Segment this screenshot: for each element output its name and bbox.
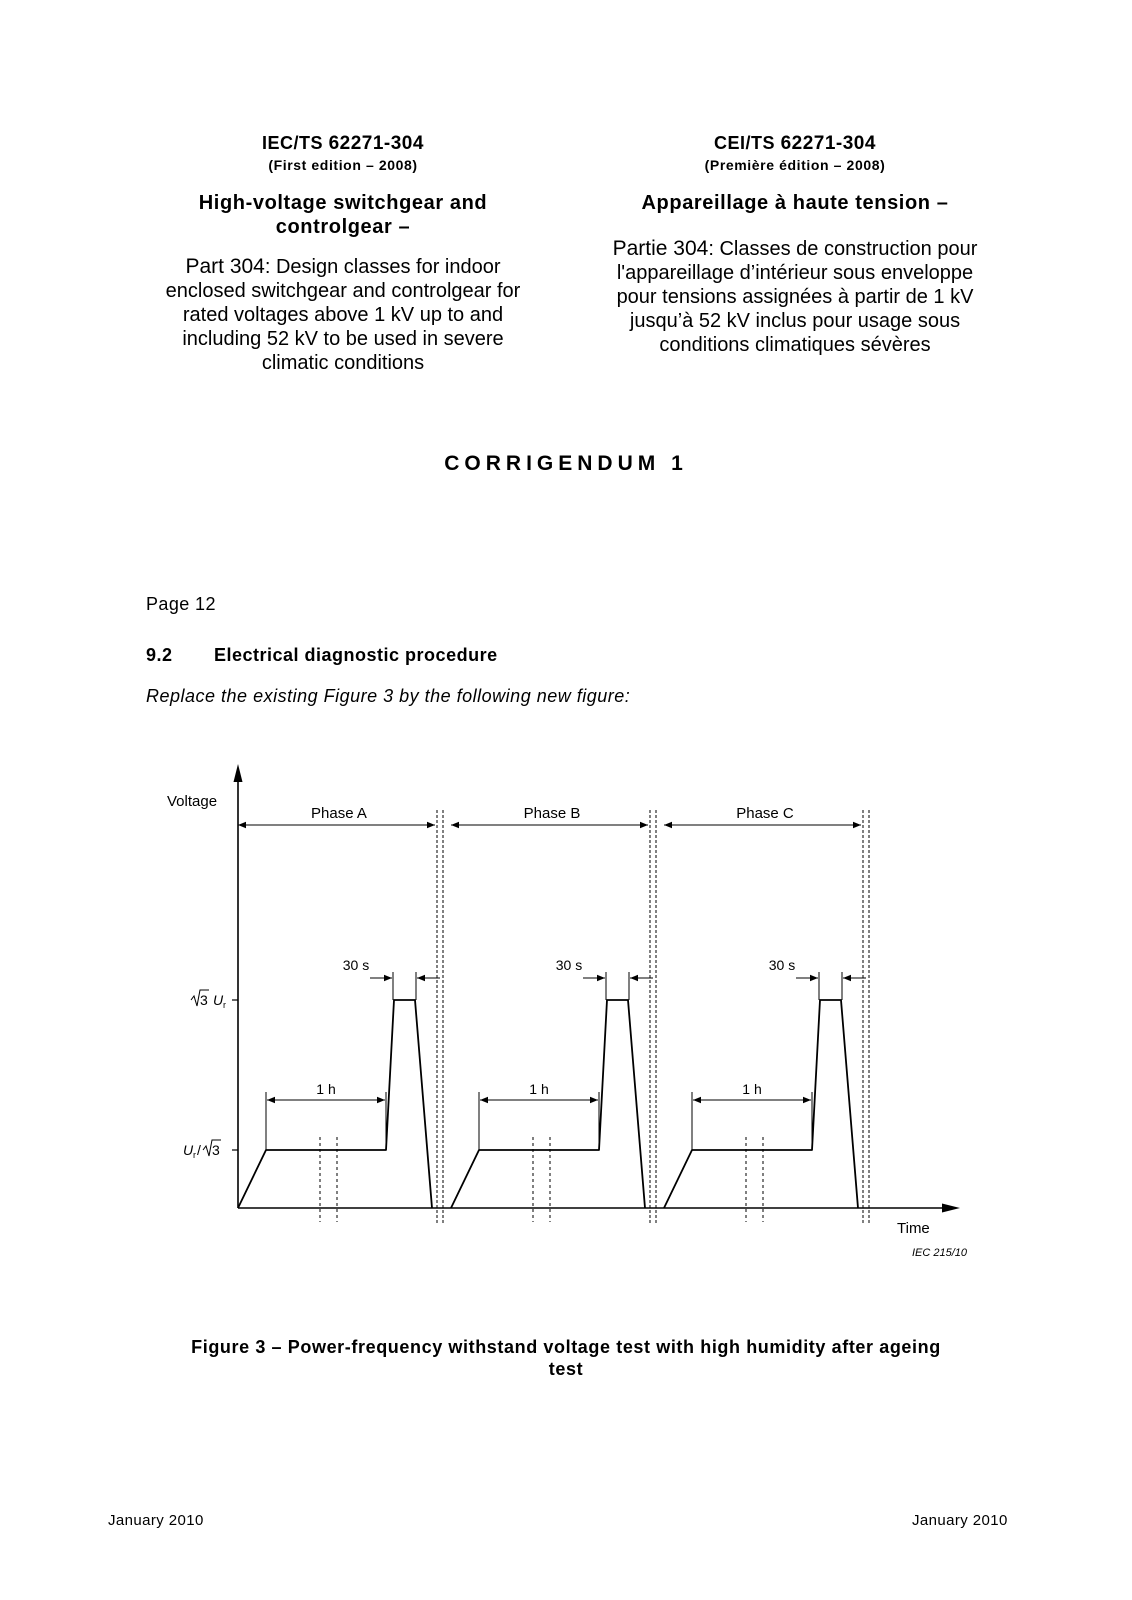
figure-reference: IEC 215/10 — [912, 1247, 968, 1259]
phase-groups — [238, 805, 869, 1225]
x-axis-label: Time — [897, 1220, 930, 1237]
peak-duration-label: 30 s — [555, 957, 583, 973]
svg-text:3: 3 — [212, 1142, 220, 1158]
x-axis-arrow-icon — [942, 1204, 960, 1213]
section-heading — [146, 645, 498, 666]
right-part-title: Partie 304: Classes de construction pour l'appareillage d’intérieur sous enveloppe pour tensions assignées à partir de 1 kV jusqu’à 52 kV inclus pour usage sous conditions climatiques sévères — [612, 237, 978, 356]
y-axis-arrow-icon — [234, 764, 243, 782]
voltage-waveform — [238, 1000, 432, 1208]
corrigendum-heading: CORRIGENDUM 1 — [444, 452, 688, 475]
phase-group — [664, 805, 869, 1225]
voltage-waveform — [451, 1000, 645, 1208]
y-axis-label: Voltage — [167, 793, 218, 810]
svg-text:U: U — [213, 992, 224, 1008]
right-column — [585, 133, 1005, 357]
right-title: Appareillage à haute tension – — [641, 192, 949, 214]
phase-label: Phase A — [311, 805, 367, 822]
phase-group — [451, 805, 656, 1225]
instruction-text: Replace the existing Figure 3 by the following new figure: — [146, 686, 631, 706]
svg-text:3: 3 — [200, 992, 208, 1008]
phase-label: Phase C — [736, 805, 794, 822]
phase-label: Phase B — [523, 805, 581, 822]
footer-date-left: January 2010 — [108, 1512, 204, 1529]
peak-duration-label: 30 s — [342, 957, 370, 973]
voltage-test-figure — [0, 740, 1132, 1280]
level-low-label — [183, 1140, 221, 1160]
hold-duration-label: 1 h — [529, 1081, 549, 1097]
left-part-title: Part 304: Design classes for indoor enclosed switchgear and controlgear for rated voltages above 1 kV up to and including 52 kV to be used in severe climatic conditions — [165, 255, 521, 374]
left-title: High-voltage switchgear and controlgear – — [198, 192, 488, 238]
left-edition: (First edition – 2008) — [268, 157, 418, 173]
hold-duration-label: 1 h — [316, 1081, 336, 1097]
left-column — [148, 133, 538, 375]
svg-text:r: r — [223, 1000, 226, 1010]
right-standard-id: CEI/TS 62271-304 — [714, 133, 876, 154]
section-number: 9.2 — [146, 645, 173, 665]
svg-text:U: U — [183, 1142, 194, 1158]
voltage-waveform — [664, 1000, 858, 1208]
peak-duration-label: 30 s — [768, 957, 796, 973]
footer-date-right: January 2010 — [912, 1512, 1008, 1529]
svg-text:/: / — [197, 1142, 201, 1158]
level-high-label — [191, 990, 226, 1010]
phase-group — [238, 805, 443, 1225]
section-title: Electrical diagnostic procedure — [214, 645, 498, 665]
figure-caption: Figure 3 – Power-frequency withstand voltage test with high humidity after ageing test — [191, 1337, 941, 1379]
right-edition: (Première édition – 2008) — [704, 157, 886, 173]
page-reference: Page 12 — [146, 594, 216, 614]
hold-duration-label: 1 h — [742, 1081, 762, 1097]
left-standard-id: IEC/TS 62271-304 — [262, 133, 424, 154]
svg-text:r: r — [193, 1150, 196, 1160]
